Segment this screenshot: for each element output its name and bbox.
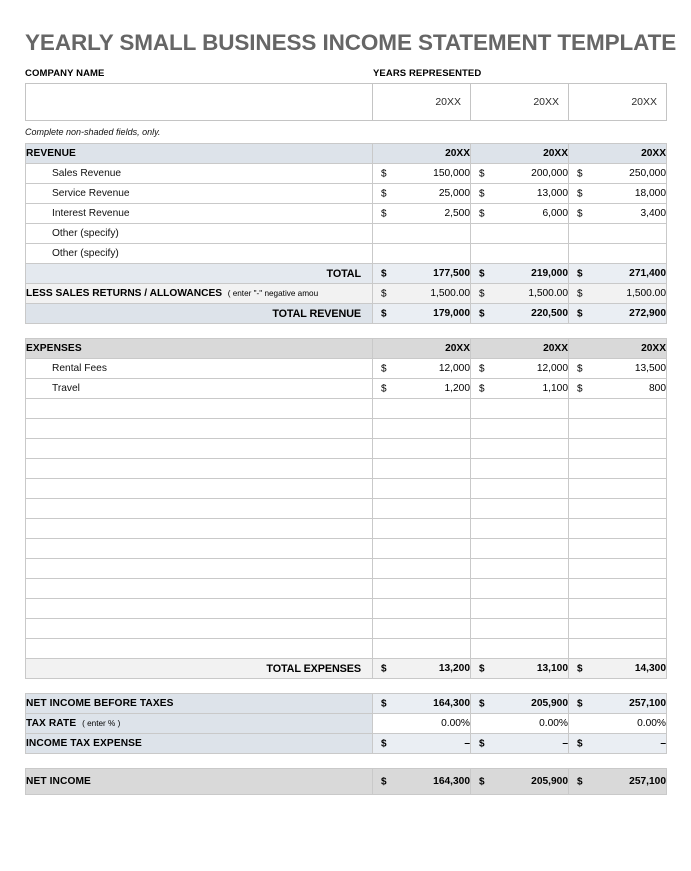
year-header-3[interactable]: 20XX xyxy=(569,84,667,121)
tax-rate-input[interactable] xyxy=(471,714,569,734)
expense-row-value[interactable] xyxy=(569,619,667,639)
revenue-total-value xyxy=(471,264,569,284)
table-row xyxy=(26,459,667,479)
expense-row-label[interactable] xyxy=(26,439,373,459)
currency-symbol: $ xyxy=(381,698,387,709)
amount: 257,100 xyxy=(629,698,666,709)
less-returns-value[interactable] xyxy=(471,284,569,304)
currency-symbol: $ xyxy=(479,168,485,179)
expense-row-label[interactable] xyxy=(26,459,373,479)
net-income-before-taxes-value xyxy=(471,694,569,714)
income-tax-expense-value xyxy=(373,734,471,754)
expense-row-label[interactable] xyxy=(26,599,373,619)
revenue-row-label[interactable]: Interest Revenue xyxy=(26,204,373,224)
expense-row-value[interactable] xyxy=(471,499,569,519)
amount: 13,200 xyxy=(438,663,470,674)
expense-row-value[interactable] xyxy=(471,579,569,599)
amount: 220,500 xyxy=(531,308,568,319)
expense-row-label[interactable] xyxy=(26,519,373,539)
expense-row-value[interactable] xyxy=(569,439,667,459)
year-header-2[interactable]: 20XX xyxy=(471,84,569,121)
summary-table xyxy=(25,693,667,754)
expense-row-value[interactable] xyxy=(373,459,471,479)
amount: 272,900 xyxy=(629,308,666,319)
expense-row-value[interactable] xyxy=(569,579,667,599)
revenue-year-1: 20XX xyxy=(373,144,471,164)
expense-row-value[interactable] xyxy=(471,599,569,619)
header-labels-row xyxy=(25,62,666,83)
table-row xyxy=(26,379,667,399)
percent: 0.00% xyxy=(637,718,666,729)
table-row xyxy=(26,559,667,579)
currency-symbol: $ xyxy=(479,776,485,787)
revenue-year-2: 20XX xyxy=(471,144,569,164)
expense-row-value[interactable] xyxy=(471,479,569,499)
total-expenses-value xyxy=(373,659,471,679)
expense-row-value[interactable] xyxy=(471,359,569,379)
spacer xyxy=(25,324,666,338)
amount: – xyxy=(464,738,470,749)
table-row xyxy=(26,439,667,459)
total-revenue-value xyxy=(373,304,471,324)
amount: 1,200 xyxy=(444,383,470,394)
page-title: YEARLY SMALL BUSINESS INCOME STATEMENT TEMPLATE xyxy=(25,30,677,55)
total-revenue-value xyxy=(471,304,569,324)
expense-row-value[interactable] xyxy=(569,499,667,519)
table-row xyxy=(26,499,667,519)
net-income-before-taxes-value xyxy=(373,694,471,714)
amount: 12,000 xyxy=(438,363,470,374)
year-header-1[interactable]: 20XX xyxy=(373,84,471,121)
currency-symbol: $ xyxy=(479,308,485,319)
expense-row-label[interactable]: Rental Fees xyxy=(26,359,373,379)
amount: 1,500.00 xyxy=(626,288,666,299)
expense-row-value[interactable] xyxy=(471,639,569,659)
table-row xyxy=(26,244,667,264)
currency-symbol: $ xyxy=(381,738,387,749)
amount: 205,900 xyxy=(531,698,568,709)
revenue-row-value[interactable] xyxy=(471,244,569,264)
revenue-year-3: 20XX xyxy=(569,144,667,164)
expense-row-value[interactable] xyxy=(373,439,471,459)
net-income-value xyxy=(569,769,667,795)
expenses-header-row xyxy=(26,339,667,359)
table-row xyxy=(26,359,667,379)
total-expenses-value xyxy=(471,659,569,679)
revenue-row-value[interactable] xyxy=(471,224,569,244)
expense-row-label[interactable] xyxy=(26,559,373,579)
header-table xyxy=(25,83,667,121)
revenue-row-value[interactable] xyxy=(373,244,471,264)
table-row xyxy=(26,164,667,184)
tax-rate-hint: ( enter % ) xyxy=(82,719,121,728)
revenue-row-value[interactable] xyxy=(569,224,667,244)
expense-row-value[interactable] xyxy=(373,479,471,499)
table-row xyxy=(26,184,667,204)
currency-symbol: $ xyxy=(381,776,387,787)
currency-symbol: $ xyxy=(479,268,485,279)
revenue-table xyxy=(25,143,667,324)
currency-symbol: $ xyxy=(479,188,485,199)
expense-row-value[interactable] xyxy=(373,599,471,619)
less-returns-text: LESS SALES RETURNS / ALLOWANCES xyxy=(26,288,223,299)
expenses-year-2: 20XX xyxy=(471,339,569,359)
amount: 179,000 xyxy=(433,308,470,319)
total-revenue-row xyxy=(26,304,667,324)
expense-row-label[interactable] xyxy=(26,619,373,639)
less-returns-value[interactable] xyxy=(373,284,471,304)
amount: 800 xyxy=(649,383,666,394)
net-income-value xyxy=(471,769,569,795)
revenue-row-value[interactable] xyxy=(373,184,471,204)
currency-symbol: $ xyxy=(479,363,485,374)
revenue-total-row xyxy=(26,264,667,284)
currency-symbol: $ xyxy=(381,308,387,319)
amount: 18,000 xyxy=(634,188,666,199)
expense-row-label[interactable] xyxy=(26,539,373,559)
total-expenses-row xyxy=(26,659,667,679)
expense-row-value[interactable] xyxy=(471,419,569,439)
net-income-value xyxy=(373,769,471,795)
net-income-before-taxes-row xyxy=(26,694,667,714)
currency-symbol: $ xyxy=(381,663,387,674)
expense-row-value[interactable] xyxy=(471,379,569,399)
amount: 205,900 xyxy=(531,776,568,787)
expense-row-value[interactable] xyxy=(471,619,569,639)
revenue-total-label: TOTAL xyxy=(26,264,373,284)
currency-symbol: $ xyxy=(577,268,583,279)
revenue-total-value xyxy=(373,264,471,284)
table-row xyxy=(26,419,667,439)
currency-symbol: $ xyxy=(577,188,583,199)
percent: 0.00% xyxy=(441,718,470,729)
expenses-section-label: EXPENSES xyxy=(26,339,373,359)
table-row xyxy=(26,224,667,244)
amount: 250,000 xyxy=(629,168,666,179)
expense-row-value[interactable] xyxy=(373,399,471,419)
currency-symbol: $ xyxy=(577,208,583,219)
expenses-table xyxy=(25,338,667,679)
total-expenses-label: TOTAL EXPENSES xyxy=(26,659,373,679)
percent: 0.00% xyxy=(539,718,568,729)
currency-symbol: $ xyxy=(381,208,387,219)
expense-row-value[interactable] xyxy=(373,499,471,519)
currency-symbol: $ xyxy=(479,383,485,394)
income-tax-expense-row xyxy=(26,734,667,754)
expense-row-value[interactable] xyxy=(569,379,667,399)
revenue-row-value[interactable] xyxy=(569,184,667,204)
expense-row-label[interactable] xyxy=(26,399,373,419)
revenue-row-label[interactable]: Service Revenue xyxy=(26,184,373,204)
table-row xyxy=(26,204,667,224)
currency-symbol: $ xyxy=(577,698,583,709)
net-income-label: NET INCOME xyxy=(26,769,373,795)
expense-row-value[interactable] xyxy=(373,539,471,559)
revenue-row-value[interactable] xyxy=(569,244,667,264)
table-row xyxy=(26,639,667,659)
expense-row-value[interactable] xyxy=(471,439,569,459)
expense-row-value[interactable] xyxy=(569,559,667,579)
income-tax-expense-value xyxy=(471,734,569,754)
expense-row-value[interactable] xyxy=(569,399,667,419)
net-income-before-taxes-label: NET INCOME BEFORE TAXES xyxy=(26,694,373,714)
income-tax-expense-value xyxy=(569,734,667,754)
expense-row-value[interactable] xyxy=(569,539,667,559)
amount: 1,100 xyxy=(542,383,568,394)
header-row xyxy=(26,84,667,121)
currency-symbol: $ xyxy=(479,288,485,299)
amount: – xyxy=(660,738,666,749)
currency-symbol: $ xyxy=(479,698,485,709)
expense-row-value[interactable] xyxy=(569,519,667,539)
revenue-row-value[interactable] xyxy=(471,204,569,224)
expense-row-value[interactable] xyxy=(471,459,569,479)
expense-row-label[interactable] xyxy=(26,579,373,599)
expense-row-value[interactable] xyxy=(373,619,471,639)
currency-symbol: $ xyxy=(381,268,387,279)
revenue-row-value[interactable] xyxy=(373,224,471,244)
company-name-label: COMPANY NAME xyxy=(25,68,105,79)
amount: 13,000 xyxy=(536,188,568,199)
currency-symbol: $ xyxy=(577,383,583,394)
amount: 1,500.00 xyxy=(430,288,470,299)
expense-row-value[interactable] xyxy=(471,519,569,539)
net-income-table xyxy=(25,768,667,795)
amount: 12,000 xyxy=(536,363,568,374)
revenue-row-value[interactable] xyxy=(569,164,667,184)
income-tax-expense-label: INCOME TAX EXPENSE xyxy=(26,734,373,754)
revenue-row-label[interactable]: Sales Revenue xyxy=(26,164,373,184)
currency-symbol: $ xyxy=(577,776,583,787)
amount: 2,500 xyxy=(444,208,470,219)
expense-row-value[interactable] xyxy=(569,459,667,479)
expense-row-value[interactable] xyxy=(569,419,667,439)
tax-rate-input[interactable] xyxy=(569,714,667,734)
expense-row-value[interactable] xyxy=(373,419,471,439)
amount: 164,300 xyxy=(433,698,470,709)
table-row xyxy=(26,619,667,639)
table-row xyxy=(26,579,667,599)
expense-row-label[interactable] xyxy=(26,639,373,659)
currency-symbol: $ xyxy=(577,738,583,749)
amount: 3,400 xyxy=(640,208,666,219)
expense-row-value[interactable] xyxy=(569,639,667,659)
expenses-year-1: 20XX xyxy=(373,339,471,359)
revenue-total-value xyxy=(569,264,667,284)
revenue-header-row xyxy=(26,144,667,164)
expense-row-value[interactable] xyxy=(471,539,569,559)
total-revenue-value xyxy=(569,304,667,324)
tax-rate-label xyxy=(26,714,373,734)
revenue-row-value[interactable] xyxy=(569,204,667,224)
expense-row-value[interactable] xyxy=(569,359,667,379)
currency-symbol: $ xyxy=(479,738,485,749)
amount: 25,000 xyxy=(438,188,470,199)
expense-row-value[interactable] xyxy=(471,559,569,579)
revenue-row-value[interactable] xyxy=(471,184,569,204)
expenses-year-3: 20XX xyxy=(569,339,667,359)
table-row xyxy=(26,599,667,619)
less-sales-returns-label xyxy=(26,284,373,304)
expense-row-value[interactable] xyxy=(373,359,471,379)
less-sales-returns-row xyxy=(26,284,667,304)
spacer xyxy=(25,679,666,693)
currency-symbol: $ xyxy=(577,663,583,674)
net-income-row xyxy=(26,769,667,795)
amount: 177,500 xyxy=(433,268,470,279)
currency-symbol: $ xyxy=(577,363,583,374)
currency-symbol: $ xyxy=(381,168,387,179)
table-row xyxy=(26,399,667,419)
amount: 13,100 xyxy=(536,663,568,674)
revenue-row-value[interactable] xyxy=(471,164,569,184)
expense-row-value[interactable] xyxy=(569,599,667,619)
total-revenue-label: TOTAL REVENUE xyxy=(26,304,373,324)
expense-row-value[interactable] xyxy=(471,399,569,419)
amount: 164,300 xyxy=(433,776,470,787)
revenue-section-label: REVENUE xyxy=(26,144,373,164)
expense-row-label[interactable] xyxy=(26,479,373,499)
currency-symbol: $ xyxy=(381,188,387,199)
amount: – xyxy=(562,738,568,749)
spacer xyxy=(25,754,666,768)
currency-symbol: $ xyxy=(577,308,583,319)
amount: 271,400 xyxy=(629,268,666,279)
revenue-row-label[interactable]: Other (specify) xyxy=(26,224,373,244)
revenue-row-value[interactable] xyxy=(373,164,471,184)
expense-row-value[interactable] xyxy=(373,579,471,599)
expense-row-label[interactable] xyxy=(26,419,373,439)
less-returns-value[interactable] xyxy=(569,284,667,304)
table-row xyxy=(26,519,667,539)
currency-symbol: $ xyxy=(577,168,583,179)
expense-row-label[interactable]: Travel xyxy=(26,379,373,399)
currency-symbol: $ xyxy=(381,288,387,299)
years-represented-label: YEARS REPRESENTED xyxy=(373,68,482,79)
net-income-before-taxes-value xyxy=(569,694,667,714)
amount: 14,300 xyxy=(634,663,666,674)
amount: 1,500.00 xyxy=(528,288,568,299)
company-name-input[interactable] xyxy=(26,84,373,121)
expense-row-value[interactable] xyxy=(373,379,471,399)
tax-rate-input[interactable] xyxy=(373,714,471,734)
amount: 13,500 xyxy=(634,363,666,374)
amount: 150,000 xyxy=(433,168,470,179)
expense-row-value[interactable] xyxy=(373,559,471,579)
revenue-row-value[interactable] xyxy=(373,204,471,224)
expense-row-label[interactable] xyxy=(26,499,373,519)
revenue-row-label[interactable]: Other (specify) xyxy=(26,244,373,264)
amount: 257,100 xyxy=(629,776,666,787)
total-expenses-value xyxy=(569,659,667,679)
instruction-note: Complete non-shaded fields, only. xyxy=(25,127,161,137)
currency-symbol: $ xyxy=(577,288,583,299)
tax-rate-text: TAX RATE xyxy=(26,718,77,729)
less-returns-hint: ( enter "-" negative amou xyxy=(227,289,319,298)
expense-row-value[interactable] xyxy=(569,479,667,499)
amount: 6,000 xyxy=(542,208,568,219)
amount: 200,000 xyxy=(531,168,568,179)
expense-row-value[interactable] xyxy=(373,639,471,659)
currency-symbol: $ xyxy=(381,383,387,394)
currency-symbol: $ xyxy=(381,363,387,374)
table-row xyxy=(26,539,667,559)
amount: 219,000 xyxy=(531,268,568,279)
tax-rate-row xyxy=(26,714,667,734)
expense-row-value[interactable] xyxy=(373,519,471,539)
currency-symbol: $ xyxy=(479,663,485,674)
currency-symbol: $ xyxy=(479,208,485,219)
table-row xyxy=(26,479,667,499)
